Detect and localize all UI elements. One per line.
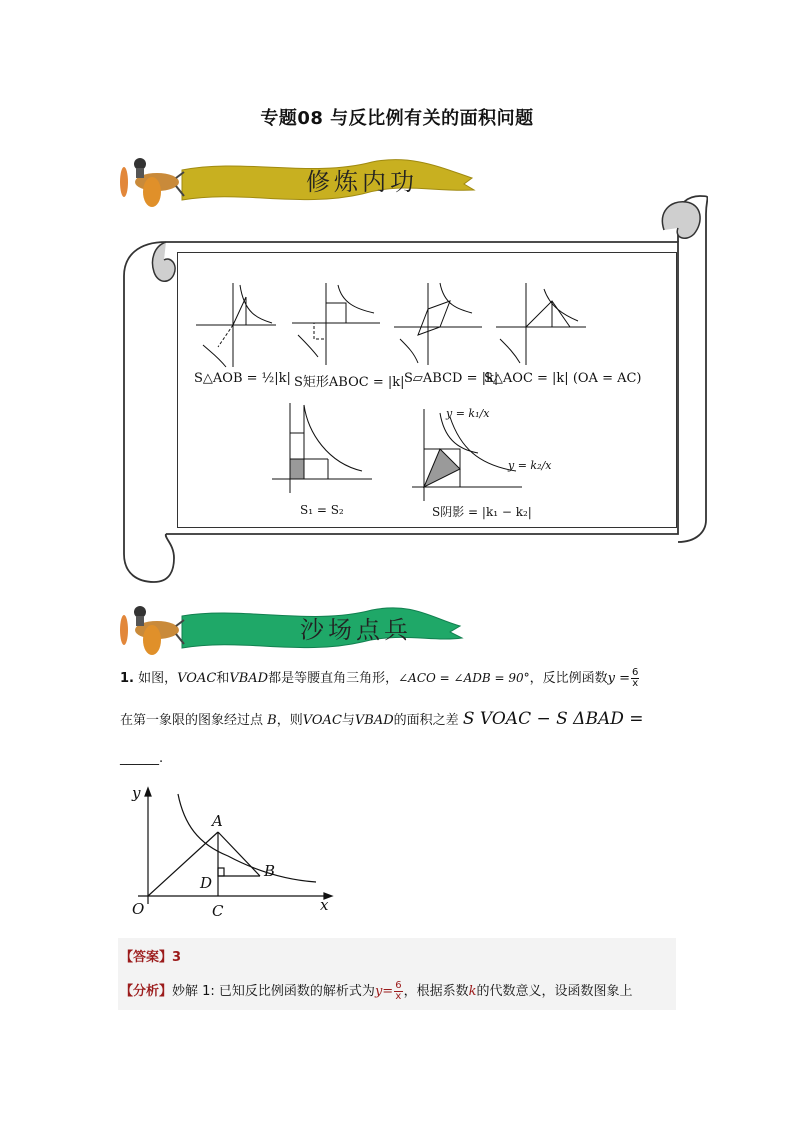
label-y: y xyxy=(132,784,141,802)
formula-6: S阴影 = |k₁ − k₂| xyxy=(432,505,532,519)
question-text: 和 xyxy=(216,671,230,686)
function-fraction: $\frac{6}{x}$ xyxy=(632,667,639,689)
label-c: C xyxy=(212,902,224,920)
area-formula-graphs xyxy=(178,253,676,527)
banner-label: 沙场点兵 xyxy=(300,616,412,644)
page-title: 专题08 与反比例有关的面积问题 xyxy=(260,108,534,129)
airplane-banner-illustration xyxy=(112,598,482,660)
formula-5: S₁ = S₂ xyxy=(300,503,344,517)
analysis-fraction: $\frac{6}{x}$ xyxy=(395,980,402,1002)
label-b: B xyxy=(264,862,276,880)
triangle-bad: VBAD xyxy=(354,713,394,728)
formula-3: S▱ABCD = |k| xyxy=(404,371,499,386)
question-number: 1. xyxy=(120,671,134,686)
formula-4: S△AOC = |k| (OA = AC) xyxy=(484,371,642,386)
formula-1: S△AOB = ½|k| xyxy=(194,371,291,386)
answer-line xyxy=(120,946,181,965)
answer-blank: ______. xyxy=(120,751,164,766)
point-b: B xyxy=(267,713,277,728)
analysis-function-y: y= xyxy=(374,984,394,999)
question-text: 都是等腰直角三角形， xyxy=(268,671,399,686)
triangle-bad: VBAD xyxy=(229,671,269,686)
triangle-oac: VOAC xyxy=(302,713,342,728)
answer-label: 【答案】 xyxy=(120,950,173,965)
question-text: 的面积之差 xyxy=(393,713,459,728)
analysis-line xyxy=(120,980,632,1002)
question-1 xyxy=(120,668,680,769)
curve-label-k1: y = k₁/x xyxy=(446,407,490,420)
answer-box xyxy=(118,938,676,1010)
question-text: 如图， xyxy=(138,671,178,686)
question-text: ，则 xyxy=(276,713,303,728)
function-y: y = xyxy=(607,671,631,686)
question-text: 在第一象限的图象经过点 xyxy=(120,713,264,728)
label-o: O xyxy=(132,900,145,918)
analysis-k: k xyxy=(468,984,477,999)
question-line-1 xyxy=(120,668,680,689)
question-text: 与 xyxy=(341,713,355,728)
angle-condition: ∠ACO = ∠ADB = 90° xyxy=(398,671,530,685)
area-difference-expression: S VOAC − S ΔBAD = xyxy=(462,709,644,729)
analysis-text: 的代数意义，设函数图象上 xyxy=(476,984,633,999)
analysis-text: ，根据系数 xyxy=(403,984,469,999)
answer-value: 3 xyxy=(172,950,182,965)
analysis-text: 妙解 1: 已知反比例函数的解析式为 xyxy=(172,984,375,999)
question-figure xyxy=(128,784,338,924)
banner-shachang xyxy=(112,598,482,660)
hyperbola-triangle-figure xyxy=(128,784,338,924)
banner-label: 修炼内功 xyxy=(306,168,418,196)
label-a: A xyxy=(212,812,223,830)
label-x: x xyxy=(320,896,329,914)
analysis-label: 【分析】 xyxy=(120,984,173,999)
formula-panel xyxy=(177,252,677,528)
triangle-oac: VOAC xyxy=(177,671,217,686)
question-text: ，反比例函数 xyxy=(529,671,608,686)
question-line-2 xyxy=(120,709,680,731)
label-d: D xyxy=(200,874,213,892)
curve-label-k2: y = k₂/x xyxy=(508,459,552,472)
formula-2: S矩形ABOC = |k| xyxy=(294,375,405,390)
